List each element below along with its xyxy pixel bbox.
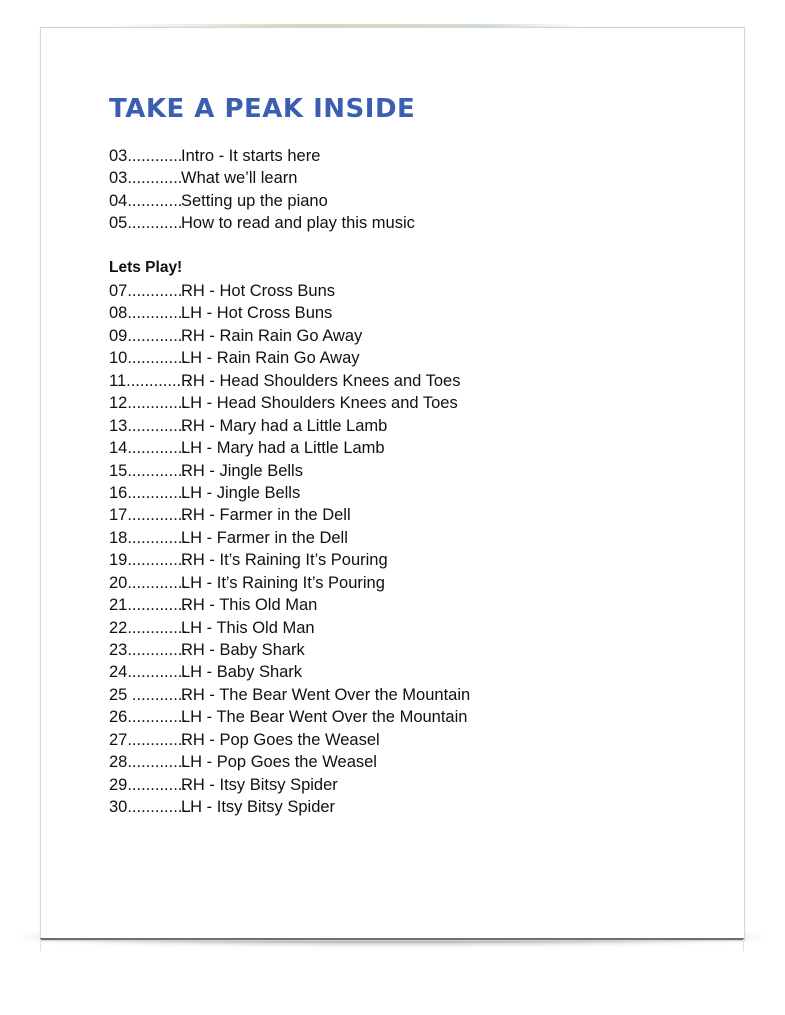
- toc-entry: [109, 594, 470, 616]
- toc-entry: [109, 751, 470, 773]
- toc-entry-label: LH - It’s Raining It’s Pouring: [181, 573, 385, 592]
- toc-page-number: 13.............: [109, 416, 187, 435]
- toc-entry-label: RH - This Old Man: [181, 596, 318, 615]
- toc-entry: [109, 190, 415, 212]
- toc-entry-label: RH - It’s Raining It’s Pouring: [181, 551, 388, 570]
- toc-entry: [109, 774, 470, 796]
- toc-entry-label: RH - Pop Goes the Weasel: [181, 730, 380, 749]
- toc-page-number: 28.............: [109, 753, 187, 772]
- toc-page-number: 16.............: [109, 483, 187, 502]
- toc-entry-label: Intro - It starts here: [181, 147, 321, 165]
- toc-entry: [109, 527, 470, 549]
- toc-page-number: 29.............: [109, 775, 187, 794]
- intro-contents-list: [109, 145, 415, 235]
- document-page: [40, 27, 745, 941]
- toc-entry: [109, 639, 470, 661]
- toc-page-number: 25 ............: [109, 685, 187, 704]
- toc-page-number: 11..............: [109, 371, 191, 390]
- toc-page-number: 23.............: [109, 641, 187, 659]
- toc-entry-label: RH - Mary had a Little Lamb: [181, 416, 388, 435]
- toc-entry-label: RH - Baby Shark: [181, 641, 305, 659]
- toc-page-number: 21.............: [109, 596, 187, 615]
- toc-entry: [109, 572, 470, 594]
- toc-entry-label: LH - Farmer in the Dell: [181, 528, 348, 547]
- toc-page-number: 26.............: [109, 708, 187, 727]
- toc-entry-label: What we’ll learn: [181, 169, 298, 188]
- toc-entry-label: RH - Rain Rain Go Away: [181, 326, 363, 345]
- toc-entry-label: RH - Head Shoulders Knees and Toes: [181, 371, 461, 390]
- toc-page-number: 22.............: [109, 618, 187, 637]
- toc-page-number: 30..............: [109, 798, 192, 817]
- toc-entry: [109, 145, 415, 167]
- page-edge-left: [40, 939, 41, 951]
- page-edge-right: [743, 939, 744, 951]
- toc-entry-label: RH - Hot Cross Buns: [181, 282, 336, 300]
- toc-entry-label: RH - The Bear Went Over the Mountain: [181, 685, 471, 704]
- toc-entry: [109, 729, 470, 751]
- toc-entry: [109, 280, 470, 302]
- toc-entry-label: LH - Hot Cross Buns: [181, 304, 333, 323]
- toc-entry-label: RH - Jingle Bells: [181, 461, 303, 480]
- toc-page-number: 10.............: [109, 349, 187, 368]
- toc-entry: [109, 482, 470, 504]
- toc-entry: [109, 415, 470, 437]
- play-contents-list: [109, 280, 470, 819]
- toc-entry: [109, 617, 470, 639]
- toc-page-number: 19.............: [109, 551, 187, 570]
- toc-page-number: 27.............: [109, 730, 187, 749]
- toc-page-number: 04............: [109, 191, 183, 210]
- toc-page-number: 03............: [109, 169, 183, 188]
- toc-entry-label: LH - The Bear Went Over the Mountain: [181, 708, 468, 727]
- toc-page-number: 20.............: [109, 573, 187, 592]
- toc-entry: [109, 370, 470, 392]
- toc-entry: [109, 302, 470, 324]
- toc-entry: [109, 460, 470, 482]
- toc-entry: [109, 661, 470, 683]
- toc-page-number: 24.............: [109, 663, 187, 682]
- toc-entry-label: LH - Baby Shark: [181, 663, 303, 682]
- section-heading: Lets Play!: [109, 259, 183, 276]
- toc-page-number: 09............: [109, 326, 183, 345]
- toc-page-number: 07............: [109, 282, 183, 300]
- toc-entry-label: How to read and play this music: [181, 214, 415, 233]
- toc-entry-label: LH - Head Shoulders Knees and Toes: [181, 394, 458, 413]
- page-bottom-edge: [40, 938, 744, 940]
- toc-entry: [109, 212, 415, 234]
- toc-entry-label: LH - Rain Rain Go Away: [181, 349, 360, 368]
- toc-entry: [109, 347, 470, 369]
- toc-page-number: 17.............: [109, 506, 187, 525]
- toc-entry-label: RH - Farmer in the Dell: [181, 506, 351, 525]
- toc-entry-label: LH - This Old Man: [181, 618, 315, 637]
- toc-entry-label: LH - Mary had a Little Lamb: [181, 439, 385, 458]
- toc-entry-label: RH - Itsy Bitsy Spider: [181, 775, 338, 794]
- toc-entry-label: Setting up the piano: [181, 191, 328, 210]
- toc-entry: [109, 392, 470, 414]
- toc-entry-label: LH - Pop Goes the Weasel: [181, 753, 377, 772]
- toc-entry: [109, 167, 415, 189]
- toc-page-number: 08............: [109, 304, 183, 323]
- toc-entry: [109, 549, 470, 571]
- toc-entry-label: LH - Itsy Bitsy Spider: [181, 798, 336, 817]
- toc-page-number: 05............: [109, 214, 183, 233]
- toc-entry: [109, 706, 470, 728]
- toc-entry: [109, 325, 470, 347]
- toc-entry: [109, 796, 470, 818]
- toc-page-number: 18.............: [109, 528, 187, 547]
- toc-entry: [109, 684, 470, 706]
- toc-entry: [109, 437, 470, 459]
- toc-entry: [109, 504, 470, 526]
- page-title: TAKE A PEAK INSIDE: [109, 94, 416, 124]
- toc-page-number: 15.............: [109, 461, 187, 480]
- toc-page-number: 12.............: [109, 394, 187, 413]
- toc-entry-label: LH - Jingle Bells: [181, 483, 301, 502]
- toc-page-number: 03............: [109, 147, 183, 165]
- toc-page-number: 14.............: [109, 439, 187, 458]
